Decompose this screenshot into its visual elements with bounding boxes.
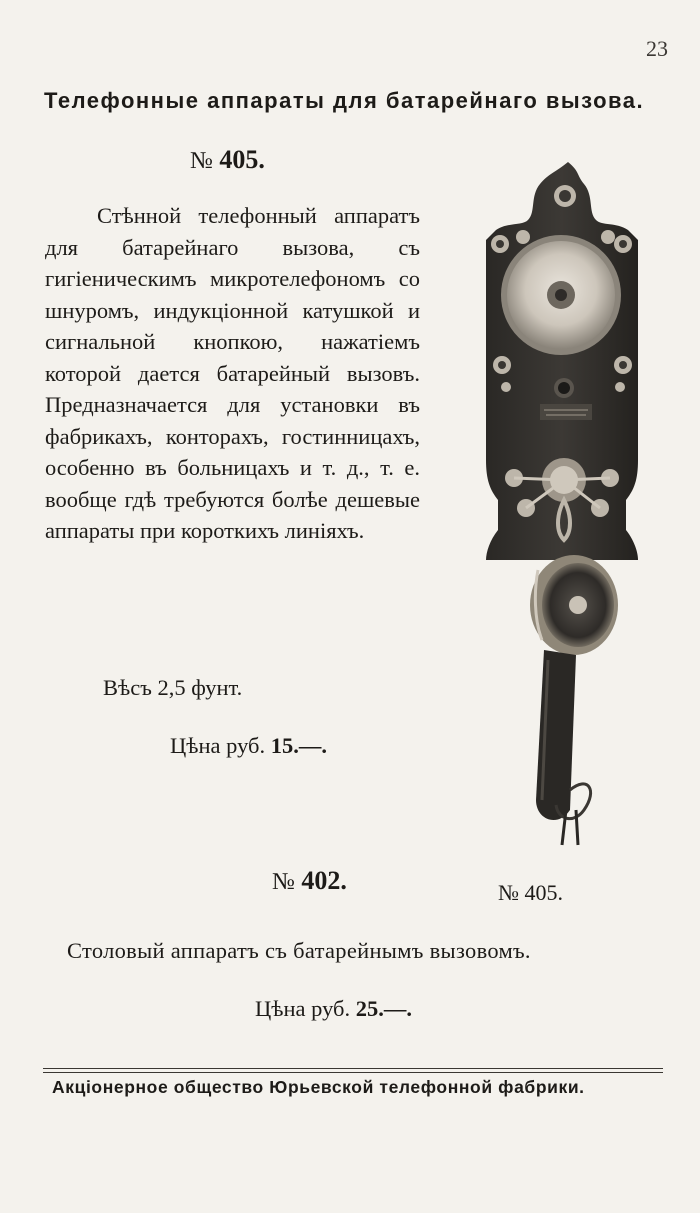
wall-telephone-image — [478, 160, 658, 850]
price-value: 25.—. — [355, 996, 412, 1021]
number-sign: № — [272, 869, 295, 895]
image-caption: № 405. — [498, 880, 563, 905]
item-405-weight: Вѣсъ 2,5 фунт. — [103, 675, 243, 700]
item-402-number — [272, 866, 347, 896]
price-label: Цѣна руб. — [255, 996, 351, 1021]
item-402-number-value: 402. — [301, 866, 347, 895]
item-405-price — [170, 733, 327, 759]
item-402-description: Столовый аппаратъ съ батарейнымъ вызовомъ. — [67, 938, 531, 963]
footer-company-name: Акціонерное общество Юрьевской телефонной фабрики. — [52, 1077, 585, 1097]
page-number: 23 — [646, 36, 668, 61]
footer-rule-top — [43, 1068, 663, 1069]
number-sign: № — [190, 148, 213, 174]
page-title: Телефонные аппараты для батарейнаго вызова. — [44, 88, 645, 113]
price-label: Цѣна руб. — [170, 733, 266, 758]
item-405-description: Стѣнной телефонный аппаратъ для батарейнаго вызова, съ гигіеническимъ микротелефономъ со шнуромъ, индукціонной катушкой и сигнальной кнопкою, нажатіемъ которой дается батарейный вызовъ. Предназначается для установки въ фабрикахъ, конторахъ, гостинницахъ, особенно въ больницахъ и т. д., т. е. вообще гдѣ требуются болѣе дешевые аппараты при короткихъ линіяхъ. — [45, 203, 420, 543]
item-405-number — [190, 145, 265, 175]
price-value: 15.—. — [270, 733, 327, 758]
footer-rule-bottom — [43, 1072, 663, 1073]
item-405-number-value: 405. — [219, 145, 265, 174]
item-402-price — [255, 996, 412, 1022]
